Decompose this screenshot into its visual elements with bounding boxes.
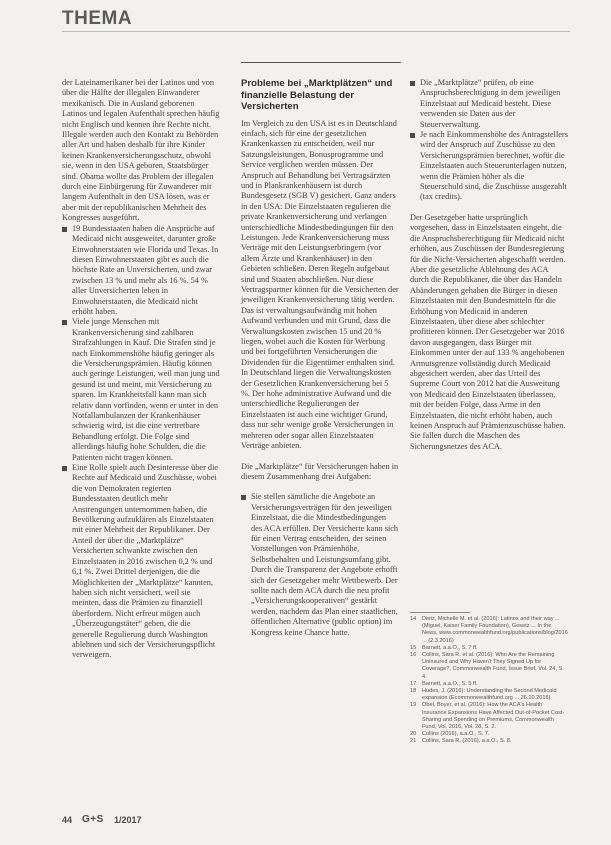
column-3 xyxy=(410,78,568,452)
footnote: 16 Collins, Sara R. et al. (2016): Who Are the Remaining Uninsured and Why Haven't They Signed Up for Coverage?, Commonwealth Fund, Issue Brief, Vol. 24, S. 4. xyxy=(410,652,564,680)
section-heading: Probleme bei „Marktplätzen“ und finanzielle Belastung der Versicherten xyxy=(241,78,393,112)
col3-bullet-2: Je nach Einkommenshöhe des Antragstellers wird der Anspruch auf Zuschüsse zu den Versicherungsprämien berechnet, wofür die Einzelstaaten auch Steuerunterlagen nutzen, wenn die Prämien höher als die Steuerschuld sind, die Zuschüsse ausgezahlt (tax credits). xyxy=(410,130,568,203)
col2-bullet-1: Sie stellen sämtliche die Angebote an Versicherungsverträgen für den jeweiligen Einzelstaat, die die Mindestbedingungen des ACA erfüllen. Der Versicherte kann sich für einen Vertrag entscheiden, der seinen Vorstellungen von Prämienhöhe, Selbstbehalten und Leistungsumfang gibt. Durch die Transparenz der Angebote erhofft sich der Gesetzgeber mehr Wettbewerb. Der sollte nach dem ACA durch die neu profit „Versicherungskooperativen“ gestärkt werden, nachdem das Plan einer staatlichen, öffentlichen Alternative (public option) im Kongress keine Chance hatte. xyxy=(241,492,399,638)
col1-intro-paragraph: der Lateinamerikaner bei der Latinos und von über die Hälfte der illegalen Einwanderer mexikanisch. Die in Ausland geborenen Latinos und legalen Aufenthalt sprechen häufig nicht Englisch und kennen ihre Rechte nicht. Illegale werden auch den Kontakt zu Behörden aller Art und haben deshalb für ihre Kinder keinen Krankenversicherungsschutz, obwohl sie, wenn in den USA geboren, Staatsbürger sind. Obama wollte das Problem der illegalen durch eine Einbürgerung für Zuwanderer mit langem Aufenthalt in den USA lösen, was er aber mit der republikanischen Mehrheit des Kongresses ausgeführt. xyxy=(62,78,220,223)
footnote: 21 Collins, Sara R. (2016), a.a.O., S. 8. xyxy=(410,738,512,745)
footnote: 19 Obel, Boyer, et al. (2016): How the ACA's Health Insurance Expansions Have Affected Out-of-Pocket Cost-Sharing and Spending on Premiums, Commonwealth Fund, Vol. 2016, Vol. 28, S. 2. xyxy=(410,702,565,731)
column-2 xyxy=(241,78,399,638)
footnote: 20 Collins (2016), a.a.O., S. 7. xyxy=(410,731,490,738)
section-header xyxy=(62,6,570,34)
column-2-top-rule xyxy=(241,62,401,63)
col3-bullet-list xyxy=(410,78,568,203)
col1-bullet-3: Eine Rolle spielt auch Desinteresse über die Rechte auf Medicaid und Zuschüsse, wobei die von Demokraten regierten Bundesstaaten deutlich mehr Anstrengungen unternommen haben, die Bevölkerung aufzuklären als Einzelstaaten mit einer Mehrheit der Republikaner. Der Anteil der über die „Marktplätze“ Versicherten schwankte zwischen den Einzelstaaten in 2016 zwischen 0,2 % und 6,1 %. Zwei Drittel derjenigen, die die Möglichkeiten der „Marktplätze“ kannten, haben sich nicht versichert, weil sie meinten, dass die Prämien zu finanziell überfordern. Nicht erfreut mögen auch „Überzeugungstäter“ geben, die die generelle Regulierung durch Washington ablehnen und sich der Versicherungspflicht verweigern. xyxy=(62,463,220,661)
header-rule xyxy=(62,31,570,32)
section-title: THEMA xyxy=(62,8,133,29)
footnote: 17 Barnett, a.a.O., S. 5 ff. xyxy=(410,680,478,687)
col1-bullet-list xyxy=(62,224,220,661)
col3-paragraph-1: Der Gesetzgeber hatte ursprünglich vorgesehen, dass in Einzelstaaten eingeht, die die Anspruchsberechtigung für Medicaid nicht erhöhen, aus Zuschüssen der Bundesregierung für die Nicht-Versicherten abgeschafft werden. Aber die gesetzliche Ablehnung des ACA durch die Republikaner, die über das Handeln Abänderungen gehaben die Bürger in diesen Einzelstaaten mit den Bundesmitteln für die Erhöhung von Medicaid in anderen Einzelstaaten, über diese aber schlechter profitieren können. Der Gesetzgeber war 2016 davon ausgegangen, dass Bürger mit Einkommen unter der auf 133 % angehobenen Armutsgrenze vollständig durch Medicaid abgesichert werden, aber das Urteil des Supreme Court von 2012 hat die Ausweitung von Medicaid den Einzelstaaten überlassen, mit der beiden Folge, dass Arme in den Einzelstaaten, die nicht erhöht haben, auch keinen Anspruch auf Prämienzuschüsse haben. Sie fallen durch die Maschen des Sicherungsnetzes des ACA. xyxy=(410,212,566,451)
footnote-list xyxy=(410,616,568,746)
col3-bullet-1: Die „Marktplätze“ prüfen, ob eine Anspruchsberechtigung in dem jeweiligen Einzelstaat auf Medicaid besteht. Diese verwenden sie Daten aus der Steuerverwaltung. xyxy=(410,78,568,130)
footnote: 18 Hudes, J. (2016): Understanding the Second Medicaid expansion (Ecommonwealthfund.org ... 26.10.2016) xyxy=(410,688,557,702)
issue-number: 1/2017 xyxy=(114,815,142,825)
col1-bullet-2: Viele junge Menschen mit Krankenversicherung sind zahlbaren Strafzahlungen in Kauf. Die Strafen sind je nach Einkommenshöhe häufig geringer als die Versicherungsprämien. Häufig können auch geringe Leistungen, weil man jung und gesund ist und meint, mit Versicherung zu sparen. Im Krankheitsfall kann man sich relativ dann vorfinden, wenn er unter in den Notfallambulanzen der Krankenhäuser schwierig wird, ist die eine vertretbare Behandlung erfolgt. Die Folge sind allerdings häufig hohe Schulden, die die Patienten nicht tragen können. xyxy=(62,317,220,463)
footnote: 14 Dietz, Michelle M. et al. (2016): Latinos and their way ... (Miguel, Kaiser Family Foundation), Gesetz ... In the News, www.commonwealthfund.org/publications/blog/2016 ... (2.3.2016) xyxy=(410,616,568,644)
footnote-rule xyxy=(410,612,470,613)
col2-paragraph-1: Im Vergleich zu den USA ist es in Deutschland einfach, sich für eine der gesetzlichen Krankenkassen zu entscheiden, weil nur Satzungsleistungen, Bonusprogramme und Service verglichen werden müssen. Der Anspruch auf Behandlung bei Vertragsärzten und in Plankrankenhäusern ist durch Bundesgesetz (SGB V) gesichert. Ganz anders in den USA: Die Einzelstaaten regulieren die private Krankenversicherung und verlangen unterschiedliche Mindestbedingungen für den Leistungen. Jede Krankenversicherung muss Verträge mit den Leistungserbringern (vor allem Ärzte und Krankenhäuser) in den Gebieten schließen. Deren Regeln aufgebaut sind und Staaten abschließen. Nur diese Vertragspartner können für die Versicherten der jeweiligen Krankenversicherung tätig werden. Das ist verwaltungsaufwändig mit hohen Aufwand verbunden und mit Grund, dass die Verwaltungskosten zwischen 15 und 20 % liegen, wobei auch die Kosten für Werbung und bei fortgeführten Versicherungen die Dividenden für die Eigentümer enthalten sind. In Deutschland liegen die Verwaltungskosten der Gesetzlichen Krankenversicherung bei 5 %. Der hohe administrative Aufwand und die unterschiedliche Regulierungen der Einzelstaaten ist auch eine wichtiger Grund, dass nur sehr wenige große Versicherungen in mehreren oder sogar allen Einzelstaaten Verträge anbieten. xyxy=(241,118,399,451)
page-footer xyxy=(62,815,570,831)
col2-bullet-list xyxy=(241,492,399,638)
col1-bullet-1: 19 Bundesstaaten haben die Ansprüche auf Medicaid nicht ausgeweitet, darunter große Einwohnerstaaten wie Florida und Texas. In diesen Einwohnerstaaten gibt es auch die höchste Rate an Unversicherten, und zwar zwischen 13 % und mehr als 16 %. 54 % aller Unversicherten leben in Einwohnerstaaten, die Medicaid nicht erhöht haben. xyxy=(62,224,220,318)
magazine-logo: G+S xyxy=(82,814,104,825)
col2-paragraph-2: Die „Marktplätze“ für Versicherungen haben in diesem Zusammenhang drei Aufgaben: xyxy=(241,461,399,481)
footnote: 15 Barnett, a.a.O., S. 7 ff. xyxy=(410,644,478,651)
page-number: 44 xyxy=(62,815,73,825)
column-1 xyxy=(62,78,220,661)
